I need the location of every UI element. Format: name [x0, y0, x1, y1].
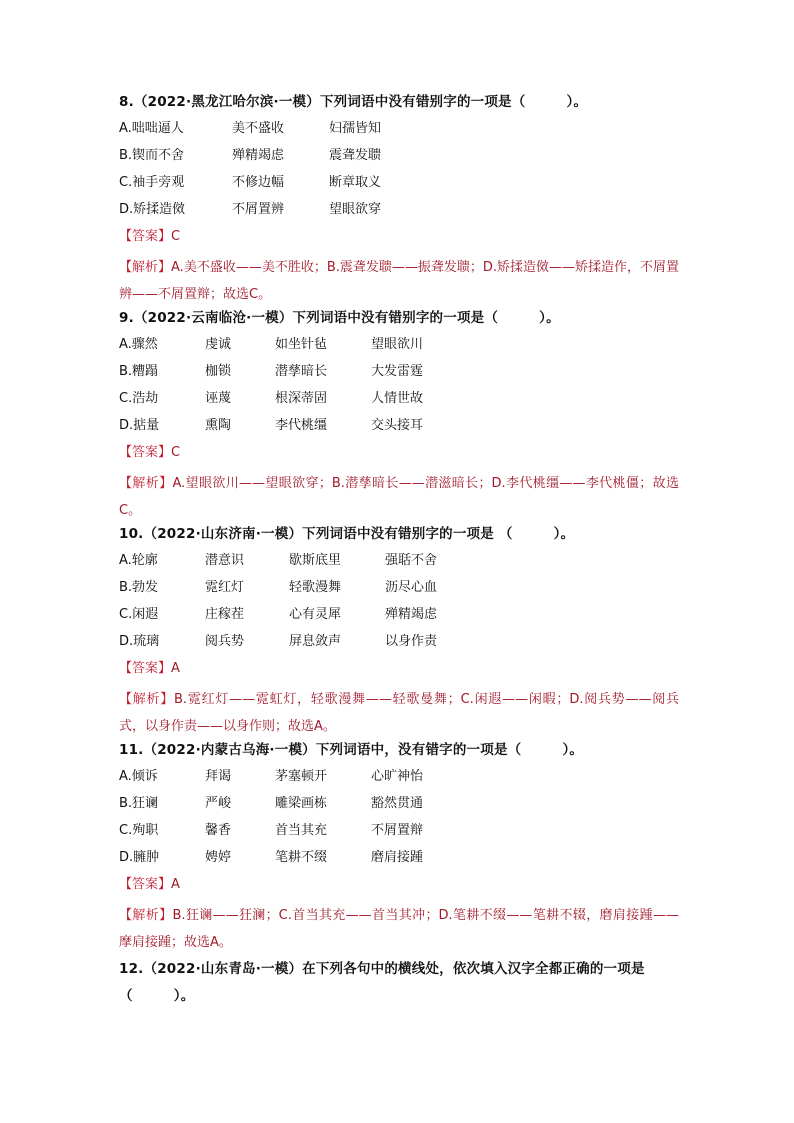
option-word: 首当其充: [275, 823, 328, 838]
option-word: 望眼欲川: [371, 337, 424, 352]
explanation-label: 【解析】: [119, 476, 173, 491]
option-word: 根深蒂固: [275, 391, 328, 406]
option-word: C.浩劫: [119, 391, 159, 406]
answer-label: 【答案】: [119, 229, 172, 244]
option-word: 不屑置辨: [232, 202, 285, 217]
explanation: [119, 686, 679, 740]
option-row-d: [119, 848, 679, 875]
option-word: D.臃肿: [119, 850, 160, 865]
question-8: [119, 92, 679, 308]
option-word: 断章取义: [329, 175, 382, 190]
answer-line: [119, 443, 679, 470]
option-word: 庄稼茬: [205, 607, 245, 622]
option-row-a: [119, 119, 679, 146]
option-word: 阅兵势: [205, 634, 245, 649]
answer-value: A: [171, 877, 180, 892]
option-word: 心旷神怡: [371, 769, 424, 784]
option-word: 望眼欲穿: [329, 202, 382, 217]
option-word: 殚精竭虑: [232, 148, 285, 163]
question-title: 12.（2022·山东青岛·一模）在下列各句中的横线处，依次填入汉字全都正确的一项是（ ）。: [119, 961, 645, 1004]
option-row-b: [119, 362, 679, 389]
option-word: 枷锁: [205, 364, 232, 379]
option-word: 如坐针毡: [275, 337, 328, 352]
option-word: 磨肩接踵: [371, 850, 424, 865]
option-word: A.咄咄逼人: [119, 121, 184, 136]
answer-line: [119, 875, 679, 902]
option-word: B.糟蹋: [119, 364, 159, 379]
answer-value: C: [171, 445, 181, 460]
option-word: 潜孳暗长: [275, 364, 328, 379]
option-row-b: [119, 146, 679, 173]
answer-value: A: [171, 661, 180, 676]
option-word: D.琉璃: [119, 634, 160, 649]
explanation-label: 【解析】: [119, 260, 172, 275]
option-word: C.闲遐: [119, 607, 159, 622]
option-word: 强聒不舍: [385, 553, 438, 568]
option-word: B.狂谰: [119, 796, 159, 811]
option-row-d: [119, 200, 679, 227]
option-word: 大发雷霆: [371, 364, 424, 379]
option-word: 拜谒: [205, 769, 232, 784]
option-word: 严峻: [205, 796, 232, 811]
option-row-d: [119, 632, 679, 659]
explanation-label: 【解析】: [119, 908, 173, 923]
answer-line: [119, 659, 679, 686]
answer-label: 【答案】: [119, 661, 172, 676]
option-word: 不屑置辩: [371, 823, 424, 838]
option-word: 娉婷: [205, 850, 232, 865]
option-row-d: [119, 416, 679, 443]
option-word: D.矫揉造傚: [119, 202, 186, 217]
question-title: 11.（2022·内蒙古乌海·一模）下列词语中，没有错字的一项是（ ）。: [119, 742, 584, 758]
answer-line: [119, 227, 679, 254]
option-word: 歇斯底里: [289, 553, 342, 568]
option-row-c: [119, 173, 679, 200]
option-word: A.骤然: [119, 337, 158, 352]
option-word: 震聋发聩: [329, 148, 382, 163]
option-word: 豁然贯通: [371, 796, 424, 811]
option-row-c: [119, 605, 679, 632]
document-page: [119, 92, 679, 1010]
option-row-b: [119, 794, 679, 821]
explanation: [119, 470, 679, 524]
question-title: 10.（2022·山东济南·一模）下列词语中没有错别字的一项是 （ ）。: [119, 526, 575, 542]
option-word: 茅塞顿开: [275, 769, 328, 784]
option-word: 不修边幅: [232, 175, 285, 190]
explanation-label: 【解析】: [119, 692, 175, 707]
question-title: 9.（2022·云南临沧·一模）下列词语中没有错别字的一项是（ ）。: [119, 310, 560, 326]
option-word: 熏陶: [205, 418, 232, 433]
question-12: [119, 956, 679, 1010]
option-row-c: [119, 389, 679, 416]
option-word: 心有灵犀: [289, 607, 342, 622]
option-word: 交头接耳: [371, 418, 424, 433]
option-word: B.锲而不舍: [119, 148, 185, 163]
question-11: [119, 740, 679, 956]
question-9: [119, 308, 679, 524]
option-word: 霓红灯: [205, 580, 245, 595]
option-word: C.袖手旁观: [119, 175, 185, 190]
option-word: 屏息敛声: [289, 634, 342, 649]
option-row-a: [119, 551, 679, 578]
option-word: 美不盛收: [232, 121, 285, 136]
option-word: 以身作责: [385, 634, 438, 649]
explanation: [119, 254, 679, 308]
explanation-text: A.美不盛收——美不胜收；B.震聋发聩——振聋发聩；D.矫揉造傚——矫揉造作，不屑置辨——不屑置辩；故选C。: [119, 260, 680, 302]
option-row-c: [119, 821, 679, 848]
option-word: B.勃发: [119, 580, 159, 595]
answer-value: C: [171, 229, 181, 244]
explanation-text: B.霓红灯——霓虹灯，轻歌漫舞——轻歌曼舞；C.闲遐——闲暇；D.阅兵势——阅兵式，以身作责——以身作则；故选A。: [119, 692, 679, 734]
option-word: 轻歌漫舞: [289, 580, 342, 595]
option-word: 妇孺皆知: [329, 121, 382, 136]
option-word: 诬蔑: [205, 391, 232, 406]
option-word: D.掂量: [119, 418, 160, 433]
answer-label: 【答案】: [119, 445, 172, 460]
explanation: [119, 902, 679, 956]
option-row-a: [119, 767, 679, 794]
option-word: 殚精竭虑: [385, 607, 438, 622]
option-word: 虔诚: [205, 337, 232, 352]
question-title: 8.（2022·黑龙江哈尔滨·一模）下列词语中没有错别字的一项是（ ）。: [119, 94, 588, 110]
option-word: 潜意识: [205, 553, 245, 568]
option-word: C.殉职: [119, 823, 159, 838]
option-word: 雕梁画栋: [275, 796, 328, 811]
question-10: [119, 524, 679, 740]
option-word: 馨香: [205, 823, 232, 838]
option-word: A.倾诉: [119, 769, 158, 784]
option-word: 笔耕不缀: [275, 850, 328, 865]
option-word: 李代桃缰: [275, 418, 328, 433]
explanation-text: A.望眼欲川——望眼欲穿；B.潜孳暗长——潜滋暗长；D.李代桃缰——李代桃僵；故选C。: [119, 476, 679, 518]
option-word: 沥尽心血: [385, 580, 438, 595]
option-word: 人情世故: [371, 391, 424, 406]
option-row-a: [119, 335, 679, 362]
option-word: A.轮廓: [119, 553, 158, 568]
explanation-text: B.狂谰——狂澜；C.首当其充——首当其冲；D.笔耕不缀——笔耕不辍，磨肩接踵——摩肩接踵；故选A。: [119, 908, 679, 950]
option-row-b: [119, 578, 679, 605]
answer-label: 【答案】: [119, 877, 172, 892]
